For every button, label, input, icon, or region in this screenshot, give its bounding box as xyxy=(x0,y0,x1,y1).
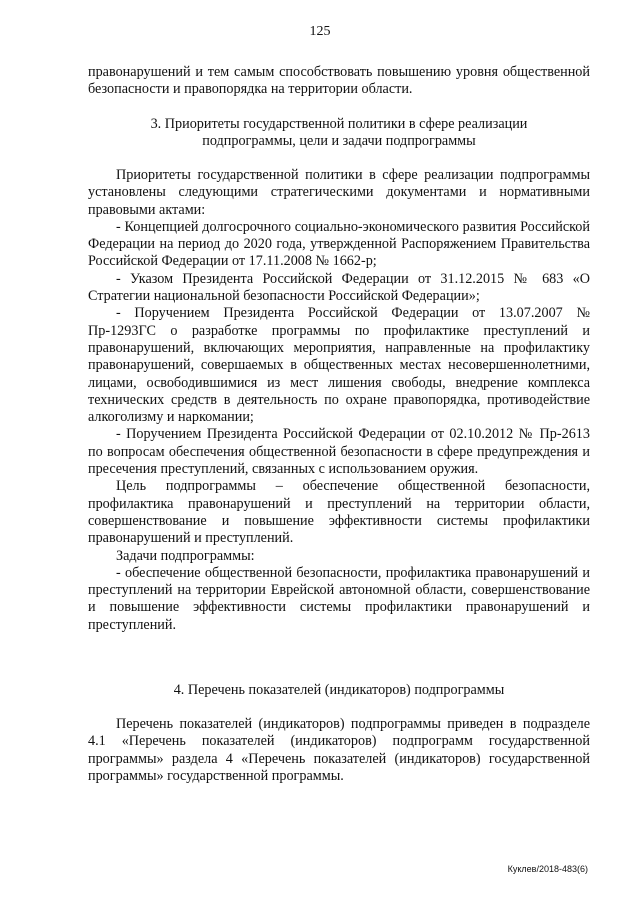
task-1: - обеспечение общественной безопасности, профилактика правонарушений и преступлений на территории Еврейской автономной области, совершенствование и повышение эффективности системы профилактики правонарушений и преступлений. xyxy=(88,564,590,633)
bullet-order-1293: - Поручением Президента Российской Федерации от 13.07.2007 № Пр-1293ГС о разработке программы по профилактике преступлений и правонарушений, включающих мероприятия, направленные на профилактику правонарушений, совершаемых в общественных местах несовершеннолетними, лицами, освободившимися из мест лишения свободы, внедрение комплекса технических средств в деятельность по охране правопорядка, противодействие алкоголизму и наркомании; xyxy=(88,305,590,426)
intro-paragraph: правонарушений и тем самым способствовать повышению уровня общественной безопасности и правопорядка на территории области. xyxy=(88,64,590,98)
section-3-heading xyxy=(88,116,590,151)
goal-paragraph: Цель подпрограммы – обеспечение общественной безопасности, профилактика правонарушений и преступлений на территории области, совершенствование и повышение эффективности системы профилактики правонарушений и преступлений. xyxy=(88,478,590,547)
section-4-body xyxy=(88,716,590,785)
bullet-concept-2020: - Концепцией долгосрочного социально-экономического развития Российской Федерации на период до 2020 года, утвержденной Распоряжением Правительства Российской Федерации от 17.11.2008 № 1662-р; xyxy=(88,218,590,270)
section-3-heading-line-1: 3. Приоритеты государственной политики в сфере реализации xyxy=(150,116,528,132)
indicators-paragraph: Перечень показателей (индикаторов) подпрограммы приведен в подразделе 4.1 «Перечень показателей (индикаторов) подпрограмм государственной программы» раздела 4 «Перечень показателей (индикаторов) государственной программы» государственной программы. xyxy=(88,716,590,784)
section-3-body xyxy=(88,167,590,634)
section-4-heading: 4. Перечень показателей (индикаторов) подпрограммы xyxy=(173,682,505,698)
priorities-paragraph: Приоритеты государственной политики в сфере реализации подпрограммы установлены следующими стратегическими документами и нормативными правовыми актами: xyxy=(88,167,590,218)
bullet-order-2613: - Поручением Президента Российской Федерации от 02.10.2012 № Пр-2613 по вопросам обеспечения общественной безопасности в сфере предупреждения и пресечения преступлений, связанных с использованием оружия. xyxy=(88,426,590,478)
intro-block xyxy=(88,64,590,99)
bullet-decree-683: - Указом Президента Российской Федерации от 31.12.2015 № 683 «О Стратегии национальной безопасности Российской Федерации»; xyxy=(88,270,590,305)
page-number: 125 xyxy=(309,24,331,39)
tasks-label: Задачи подпрограммы: xyxy=(116,547,255,564)
footer-code: Куклев/2018-483(6) xyxy=(507,864,588,874)
section-3-heading-line-2: подпрограммы, цели и задачи подпрограммы xyxy=(202,133,476,150)
